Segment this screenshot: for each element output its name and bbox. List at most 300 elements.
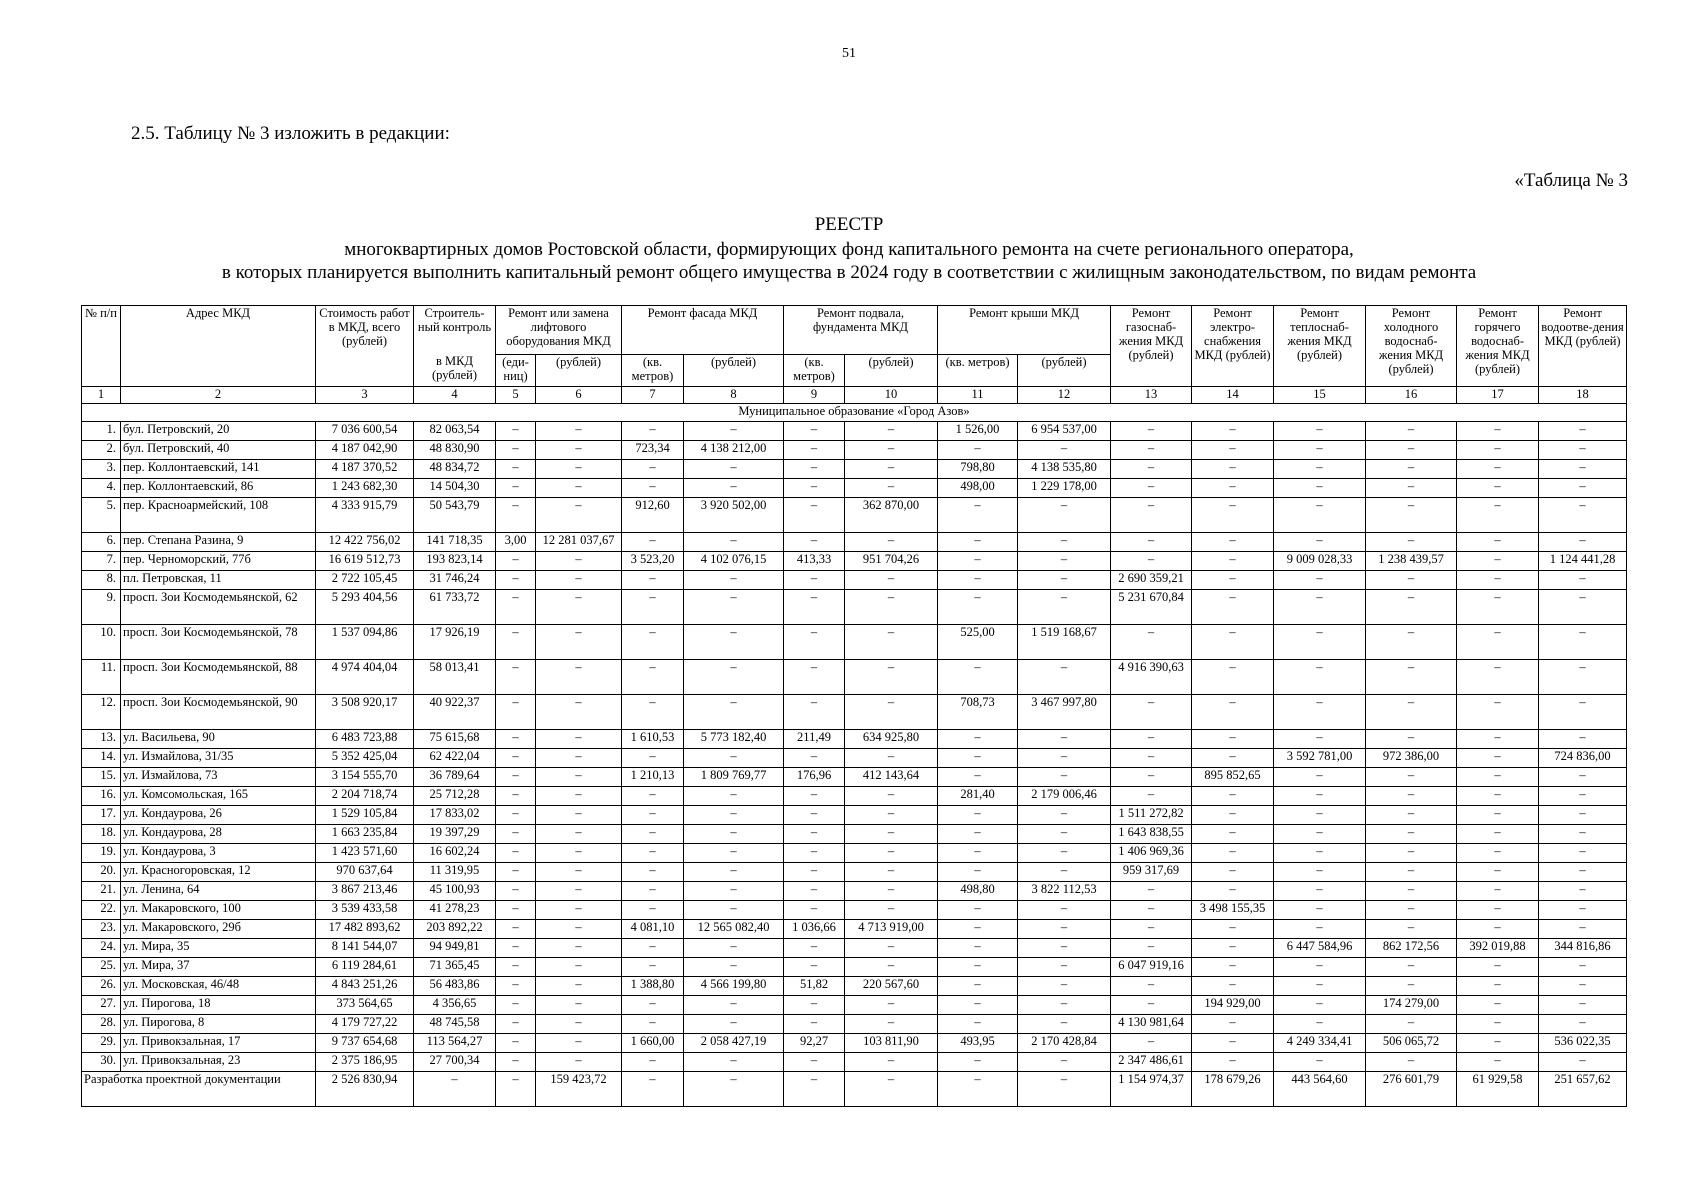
row-value: 12 565 082,40 [684,920,784,939]
row-value: 373 564,65 [316,996,414,1015]
header-construction-control-unit: в МКД (рублей) [414,354,496,387]
row-value: – [1457,498,1539,533]
row-value: – [536,552,622,571]
row-value: – [1018,498,1111,533]
row-value: – [938,1053,1018,1072]
table-row [82,625,1627,660]
registry-table [81,305,1627,1107]
row-value: – [845,844,938,863]
row-value: 6 954 537,00 [1018,422,1111,441]
row-value: 6 119 284,61 [316,958,414,977]
row-value: 1 660,00 [622,1034,684,1053]
row-value: – [1274,787,1366,806]
row-value: 959 317,69 [1111,863,1192,882]
row-value: – [1018,863,1111,882]
row-value: – [1111,996,1192,1015]
row-address: ул. Пирогова, 18 [121,996,316,1015]
row-value: 723,34 [622,441,684,460]
row-value: – [1274,730,1366,749]
row-value: – [684,939,784,958]
row-value: – [496,552,536,571]
row-value: – [684,590,784,625]
row-value: – [684,479,784,498]
row-value: – [784,844,845,863]
row-value: – [496,660,536,695]
row-value: – [536,844,622,863]
row-value: – [1274,977,1366,996]
row-value: – [496,844,536,863]
column-number: 5 [496,387,536,404]
row-value: 71 365,45 [414,958,496,977]
row-value: – [1457,460,1539,479]
row-value: – [1018,1053,1111,1072]
row-value: 5 293 404,56 [316,590,414,625]
row-value: 17 833,02 [414,806,496,825]
row-value: – [1366,479,1457,498]
row-number: 17. [82,806,121,825]
header-basement-sqm: (кв. метров) [784,354,845,387]
column-number: 6 [536,387,622,404]
row-value: – [496,768,536,787]
row-value: – [845,660,938,695]
row-value: – [1274,958,1366,977]
row-value: – [1366,1053,1457,1072]
row-value: 634 925,80 [845,730,938,749]
row-value: 4 974 404,04 [316,660,414,695]
row-value: – [845,882,938,901]
row-value: – [845,625,938,660]
row-value: – [1539,844,1627,863]
row-value: – [622,460,684,479]
row-value: – [1274,533,1366,552]
row-value: – [784,533,845,552]
row-value: – [1192,977,1274,996]
row-address: пер. Коллонтаевский, 86 [121,479,316,498]
table-row [82,768,1627,787]
row-value: – [938,660,1018,695]
row-number: 24. [82,939,121,958]
row-value: 174 279,00 [1366,996,1457,1015]
row-value: – [1192,882,1274,901]
section-title: Муниципальное образование «Город Азов» [82,404,1627,422]
header-roof-sqm: (кв. метров) [938,354,1018,387]
row-value: – [938,749,1018,768]
table-row [82,920,1627,939]
row-value: – [845,422,938,441]
row-value: – [622,660,684,695]
row-value: – [938,996,1018,1015]
row-value: – [622,901,684,920]
row-value: – [496,939,536,958]
row-value: – [1192,660,1274,695]
table-row [82,695,1627,730]
row-value: 141 718,35 [414,533,496,552]
row-value: – [684,825,784,844]
row-value: – [1111,552,1192,571]
row-value: – [1111,768,1192,787]
row-value: – [622,939,684,958]
row-value: – [622,825,684,844]
row-value: – [1111,498,1192,533]
row-value: 1 663 235,84 [316,825,414,844]
row-value: – [784,460,845,479]
row-value: 3 592 781,00 [1274,749,1366,768]
row-value: – [536,882,622,901]
row-value: – [1366,460,1457,479]
row-value: – [1539,920,1627,939]
row-value: – [1111,422,1192,441]
row-value: 1 809 769,77 [684,768,784,787]
column-number: 8 [684,387,784,404]
row-value: – [684,625,784,660]
row-address: ул. Васильева, 90 [121,730,316,749]
header-facade: Ремонт фасада МКД [622,306,784,355]
column-number: 10 [845,387,938,404]
row-number: 9. [82,590,121,625]
table-row [82,787,1627,806]
table-row [82,479,1627,498]
row-value: – [845,958,938,977]
header-facade-sqm: (кв. метров) [622,354,684,387]
row-value: 4 138 535,80 [1018,460,1111,479]
column-number: 14 [1192,387,1274,404]
total-row-value: 1 154 974,37 [1111,1072,1192,1107]
row-value: – [1274,806,1366,825]
row-value: – [1539,825,1627,844]
row-value: – [1192,695,1274,730]
row-value: 62 422,04 [414,749,496,768]
row-value: – [1539,422,1627,441]
row-number: 22. [82,901,121,920]
row-address: ул. Привокзальная, 17 [121,1034,316,1053]
row-value: – [845,806,938,825]
row-value: – [496,901,536,920]
row-value: – [496,749,536,768]
column-number: 9 [784,387,845,404]
row-number: 14. [82,749,121,768]
row-value: – [496,958,536,977]
header-gas: Ремонт газоснаб-жения МКД (рублей) [1111,306,1192,387]
row-value: 970 637,64 [316,863,414,882]
column-number: 12 [1018,387,1111,404]
row-number: 21. [82,882,121,901]
row-value: 1 238 439,57 [1366,552,1457,571]
row-value: – [784,571,845,590]
row-value: – [1366,660,1457,695]
row-value: 6 047 919,16 [1111,958,1192,977]
row-value: – [845,749,938,768]
row-value: 1 210,13 [622,768,684,787]
row-value: 1 388,80 [622,977,684,996]
row-value: – [684,422,784,441]
row-value: – [784,787,845,806]
row-value: – [1539,571,1627,590]
row-value: – [938,806,1018,825]
row-value: – [784,749,845,768]
row-value: 31 746,24 [414,571,496,590]
row-address: ул. Мира, 37 [121,958,316,977]
row-value: 2 170 428,84 [1018,1034,1111,1053]
row-value: 9 737 654,68 [316,1034,414,1053]
row-value: – [1457,552,1539,571]
row-value: 51,82 [784,977,845,996]
row-value: – [1274,863,1366,882]
row-value: – [536,749,622,768]
total-row-value: 2 526 830,94 [316,1072,414,1107]
row-value: – [1192,625,1274,660]
row-number: 16. [82,787,121,806]
column-number: 13 [1111,387,1192,404]
row-value: 25 712,28 [414,787,496,806]
row-value: 3 920 502,00 [684,498,784,533]
row-value: – [1457,882,1539,901]
row-address: просп. Зои Космодемьянской, 90 [121,695,316,730]
row-value: – [684,958,784,977]
row-value: – [496,730,536,749]
row-value: 36 789,64 [414,768,496,787]
table-row [82,901,1627,920]
row-value: – [1539,768,1627,787]
header-elevator-units: (еди-ниц) [496,354,536,387]
row-value: – [1111,625,1192,660]
table-row [82,939,1627,958]
row-value: 1 124 441,28 [1539,552,1627,571]
row-value: 16 619 512,73 [316,552,414,571]
header-hot-water: Ремонт горячего водоснаб-жения МКД (рублей) [1457,306,1539,387]
row-value: – [1457,730,1539,749]
row-value: – [1366,958,1457,977]
header-cost-total: Стоимость работ в МКД, всего (рублей) [316,306,414,387]
row-value: 2 722 105,45 [316,571,414,590]
row-value: 194 929,00 [1192,996,1274,1015]
row-value: – [1457,996,1539,1015]
row-value: – [1274,996,1366,1015]
row-value: – [845,863,938,882]
row-value: – [1111,479,1192,498]
total-row-value: – [496,1072,536,1107]
row-value: 4 138 212,00 [684,441,784,460]
row-value: 56 483,86 [414,977,496,996]
row-address: ул. Пирогова, 8 [121,1015,316,1034]
row-value: – [1192,749,1274,768]
row-value: – [845,460,938,479]
row-value: – [1111,441,1192,460]
row-value: – [1457,825,1539,844]
row-value: 193 823,14 [414,552,496,571]
row-value: 41 278,23 [414,901,496,920]
row-value: – [1366,806,1457,825]
total-row-value: 61 929,58 [1457,1072,1539,1107]
row-number: 2. [82,441,121,460]
row-value: – [784,625,845,660]
table-row [82,730,1627,749]
row-value: 6 447 584,96 [1274,939,1366,958]
row-value: – [1457,625,1539,660]
row-value: – [622,422,684,441]
row-value: 4 179 727,22 [316,1015,414,1034]
row-value: 895 852,65 [1192,768,1274,787]
row-value: – [784,958,845,977]
row-value: – [1539,695,1627,730]
row-number: 3. [82,460,121,479]
row-value: – [1539,625,1627,660]
row-value: 94 949,81 [414,939,496,958]
row-value: – [784,996,845,1015]
row-value: – [1457,863,1539,882]
row-value: 103 811,90 [845,1034,938,1053]
row-value: – [622,749,684,768]
row-value: – [496,460,536,479]
row-value: – [496,920,536,939]
row-value: – [1366,863,1457,882]
row-value: 17 482 893,62 [316,920,414,939]
table-row [82,863,1627,882]
row-value: – [784,590,845,625]
row-value: 113 564,27 [414,1034,496,1053]
table-row [82,1053,1627,1072]
column-number: 7 [622,387,684,404]
row-value: – [1539,901,1627,920]
table-row [82,825,1627,844]
row-value: – [1274,422,1366,441]
row-value: – [1457,977,1539,996]
row-number: 18. [82,825,121,844]
row-value: – [1018,996,1111,1015]
row-value: – [684,571,784,590]
total-row [82,1072,1627,1107]
row-value: – [1457,844,1539,863]
row-value: – [1111,695,1192,730]
row-value: 5 352 425,04 [316,749,414,768]
row-value: 951 704,26 [845,552,938,571]
row-value: – [684,1015,784,1034]
total-row-value: 178 679,26 [1192,1072,1274,1107]
row-value: – [1366,977,1457,996]
column-number: 11 [938,387,1018,404]
row-value: – [938,441,1018,460]
row-value: – [1274,571,1366,590]
row-value: – [536,901,622,920]
row-value: – [1274,460,1366,479]
row-value: – [1457,768,1539,787]
page-number: 51 [842,46,856,61]
row-address: бул. Петровский, 20 [121,422,316,441]
row-value: 4 102 076,15 [684,552,784,571]
row-address: ул. Макаровского, 29б [121,920,316,939]
row-value: 4 333 915,79 [316,498,414,533]
row-value: 220 567,60 [845,977,938,996]
row-address: пер. Черноморский, 77б [121,552,316,571]
row-value: – [1192,1034,1274,1053]
table-row [82,844,1627,863]
row-number: 13. [82,730,121,749]
row-value: – [1274,695,1366,730]
row-value: – [1366,730,1457,749]
row-value: 82 063,54 [414,422,496,441]
row-value: 972 386,00 [1366,749,1457,768]
row-value: 61 733,72 [414,590,496,625]
row-value: – [496,1034,536,1053]
row-value: 3 867 213,46 [316,882,414,901]
row-value: – [536,920,622,939]
row-value: – [1018,901,1111,920]
row-address: ул. Макаровского, 100 [121,901,316,920]
header-electric: Ремонт электро-снабжения МКД (рублей) [1192,306,1274,387]
row-value: 912,60 [622,498,684,533]
row-value: – [1539,806,1627,825]
row-value: 203 892,22 [414,920,496,939]
header-roof: Ремонт крыши МКД [938,306,1111,355]
row-value: – [845,533,938,552]
table-row [82,1034,1627,1053]
row-value: – [938,1015,1018,1034]
row-value: – [1192,863,1274,882]
row-value: – [1111,787,1192,806]
row-value: – [1274,920,1366,939]
row-value: – [1539,660,1627,695]
row-value: 8 141 544,07 [316,939,414,958]
row-value: – [536,460,622,479]
row-value: – [684,863,784,882]
row-value: – [1539,977,1627,996]
row-value: – [1111,533,1192,552]
row-value: – [1192,920,1274,939]
row-value: 12 422 756,02 [316,533,414,552]
row-value: 48 830,90 [414,441,496,460]
row-value: – [1539,958,1627,977]
row-value: – [1192,939,1274,958]
row-value: – [1457,441,1539,460]
row-value: – [1274,844,1366,863]
row-value: 4 916 390,63 [1111,660,1192,695]
row-value: 12 281 037,67 [536,533,622,552]
table-row [82,996,1627,1015]
row-value: – [536,787,622,806]
total-row-value: – [784,1072,845,1107]
row-value: – [684,996,784,1015]
row-value: 3 822 112,53 [1018,882,1111,901]
row-value: 1 526,00 [938,422,1018,441]
row-value: 1 243 682,30 [316,479,414,498]
row-address: ул. Кондаурова, 28 [121,825,316,844]
row-value: – [622,806,684,825]
table-row [82,460,1627,479]
row-value: – [1111,1034,1192,1053]
row-value: – [1457,920,1539,939]
row-value: 17 926,19 [414,625,496,660]
row-address: просп. Зои Космодемьянской, 62 [121,590,316,625]
row-value: – [1192,958,1274,977]
row-number: 20. [82,863,121,882]
row-value: 2 204 718,74 [316,787,414,806]
table-row [82,590,1627,625]
row-value: – [536,806,622,825]
row-value: 493,95 [938,1034,1018,1053]
registry-subtitle-line1: многоквартирных домов Ростовской области, формирующих фонд капитального ремонта на счете регионального оператора, [344,239,1354,260]
row-number: 6. [82,533,121,552]
row-value: – [1457,479,1539,498]
row-value: – [938,901,1018,920]
row-value: 48 745,58 [414,1015,496,1034]
row-value: – [1018,920,1111,939]
row-value: – [496,787,536,806]
row-value: – [1192,460,1274,479]
row-value: – [784,882,845,901]
row-value: – [1539,460,1627,479]
row-value: – [684,695,784,730]
row-address: пл. Петровская, 11 [121,571,316,590]
row-number: 15. [82,768,121,787]
